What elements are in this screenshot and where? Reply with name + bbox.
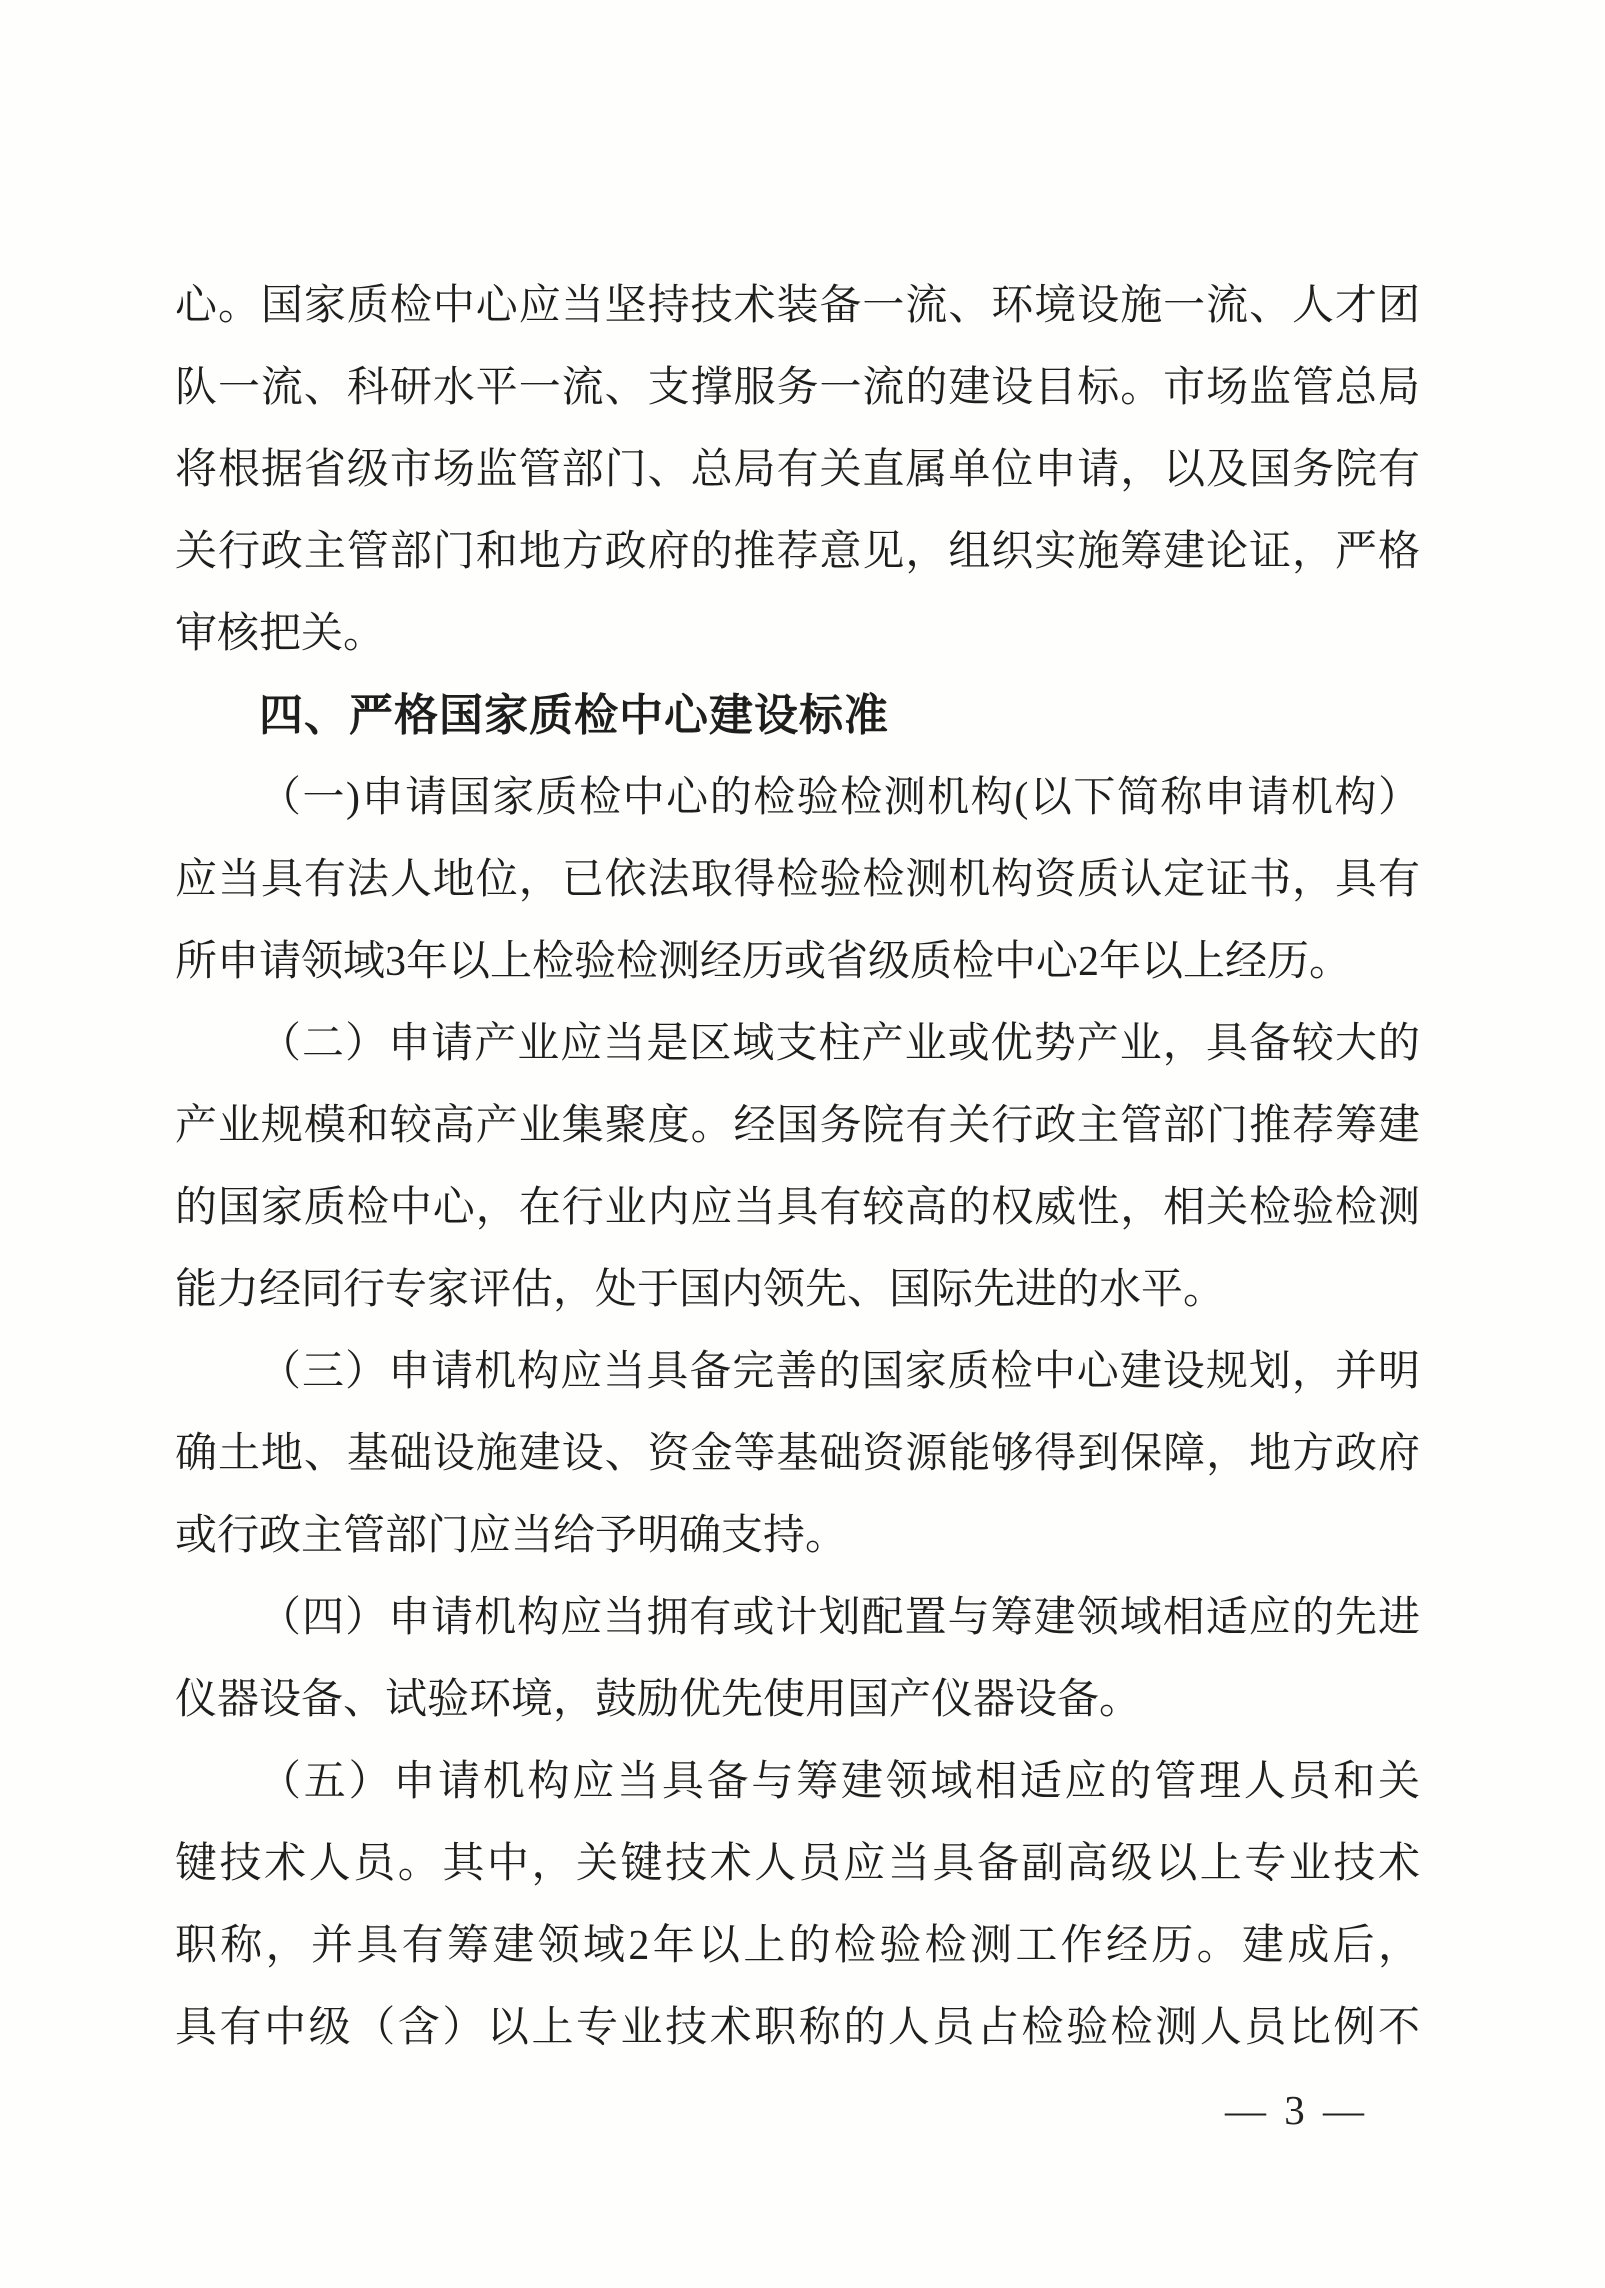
clause-5-line: 具有中级（含）以上专业技术职称的人员占检验检测人员比例不 (175, 2005, 1420, 2051)
page-number: — 3 — (1225, 2087, 1368, 2133)
clause-4-line: （四）申请机构应当拥有或计划配置与筹建领域相适应的先进 (259, 1595, 1420, 1641)
section-heading: 四、严格国家质检中心建设标准 (259, 691, 889, 740)
page-footer (175, 2069, 1420, 2151)
clause-3-line: 确土地、基础设施建设、资金等基础资源能够得到保障，地方政府 (175, 1431, 1420, 1477)
clause-1-line: （一)申请国家质检中心的检验检测机构(以下简称申请机构） (259, 775, 1420, 821)
clause-5-line: （五）申请机构应当具备与筹建领域相适应的管理人员和关 (259, 1759, 1420, 1805)
clause-3-line: （三）申请机构应当具备完善的国家质检中心建设规划，并明 (259, 1349, 1420, 1395)
clause-1-line: 所申请领域3年以上检验检测经历或省级质检中心2年以上经历。 (175, 939, 1352, 985)
clause-5-line: 职称，并具有筹建领域2年以上的检验检测工作经历。建成后， (175, 1923, 1420, 1969)
clause-2-line: 能力经同行专家评估，处于国内领先、国际先进的水平。 (175, 1267, 1226, 1313)
clause-5-line: 键技术人员。其中，关键技术人员应当具备副高级以上专业技术 (175, 1841, 1420, 1887)
paragraph-line: 队一流、科研水平一流、支撑服务一流的建设目标。市场监管总局 (175, 365, 1420, 411)
clause-2-line: 的国家质检中心，在行业内应当具有较高的权威性，相关检验检测 (175, 1185, 1420, 1231)
clause-2-line: 产业规模和较高产业集聚度。经国务院有关行政主管部门推荐筹建 (175, 1103, 1420, 1149)
clause-3-line: 或行政主管部门应当给予明确支持。 (175, 1513, 848, 1559)
paragraph-line: 心。国家质检中心应当坚持技术装备一流、环境设施一流、人才团 (175, 283, 1420, 329)
clause-1-line: 应当具有法人地位，已依法取得检验检测机构资质认定证书，具有 (175, 857, 1420, 903)
paragraph-line: 关行政主管部门和地方政府的推荐意见，组织实施筹建论证，严格 (175, 529, 1420, 575)
clause-4-line: 仪器设备、试验环境，鼓励优先使用国产仪器设备。 (175, 1677, 1142, 1723)
document-body (175, 265, 1420, 2151)
paragraph-line: 审核把关。 (175, 611, 386, 657)
paragraph-line: 将根据省级市场监管部门、总局有关直属单位申请，以及国务院有 (175, 447, 1420, 493)
clause-2-line: （二）申请产业应当是区域支柱产业或优势产业，具备较大的 (259, 1021, 1420, 1067)
